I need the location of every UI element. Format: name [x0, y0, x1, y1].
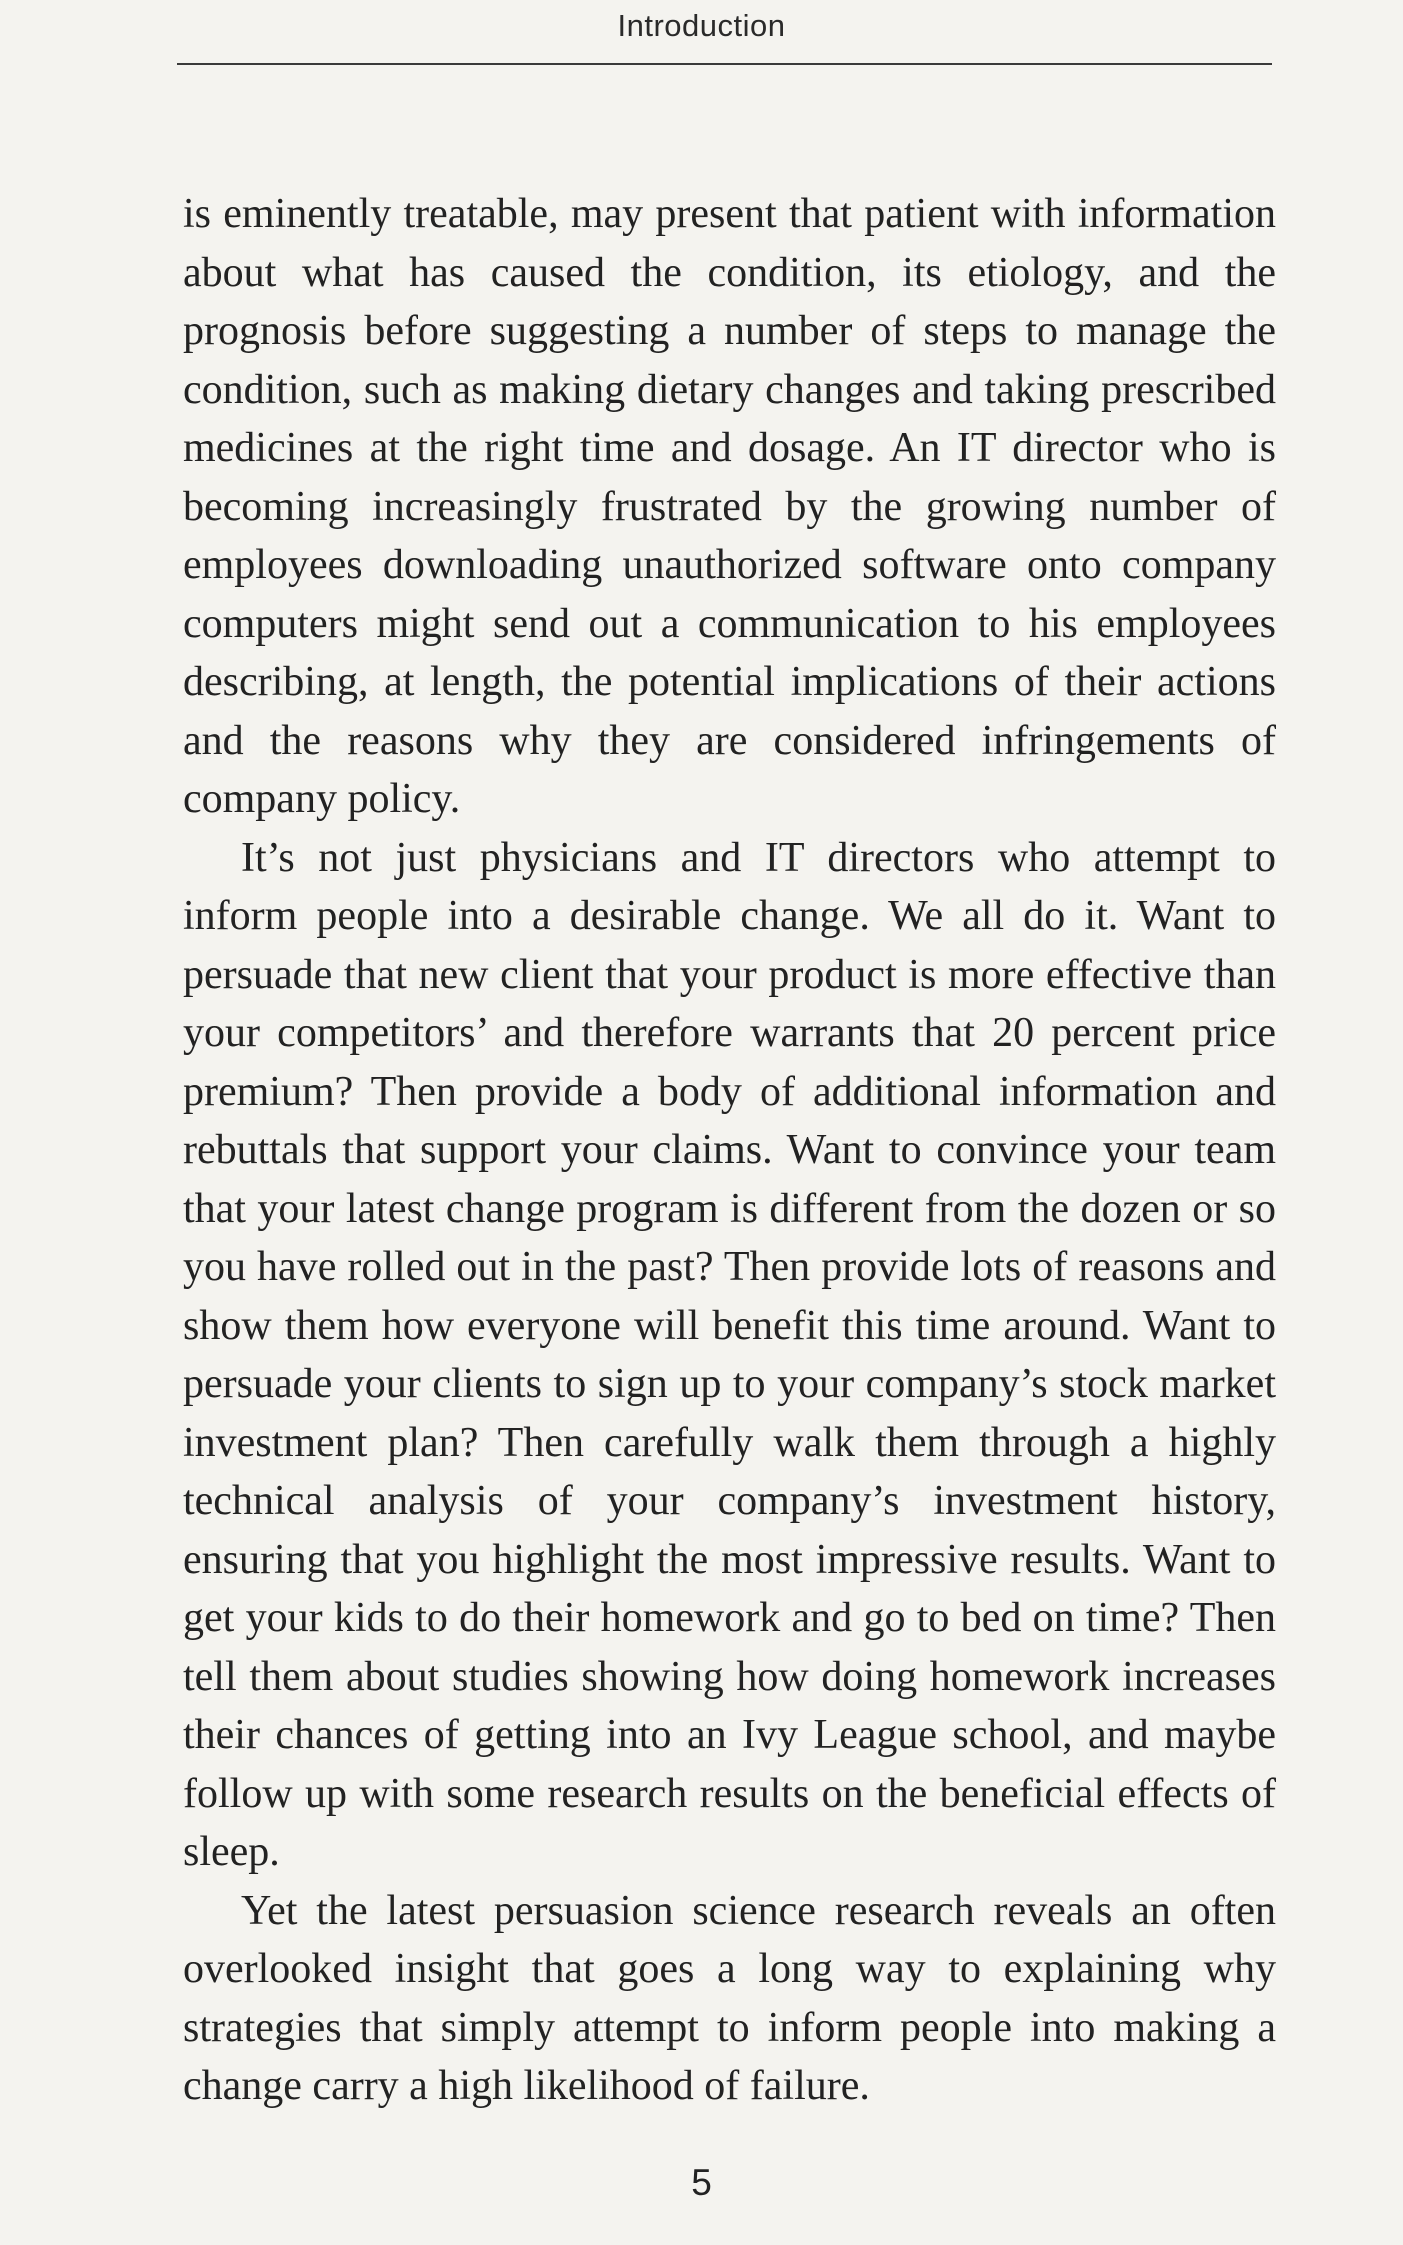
- paragraph: Yet the latest persuasion science research reveals an often overlooked insight that goes a long way to explaining why strategies that simply attempt to inform people into making a change carry a high likelihood of failure.: [183, 1887, 1276, 2109]
- body-text: [183, 185, 1276, 2116]
- header-rule: [177, 63, 1272, 65]
- paragraph: It’s not just physicians and IT directors who attempt to inform people into a desirable change. We all do it. Want to persuade that new client that your product is more effective than your competitors’ and therefore warrants that 20 percent price premium? Then provide a body of additional information and rebuttals that support your claims. Want to convince your team that your latest change program is different from the dozen or so you have rolled out in the past? Then provide lots of reasons and show them how everyone will benefit this time around. Want to persuade your clients to sign up to your company’s stock market investment plan? Then carefully walk them through a highly technical analysis of your company’s investment history, ensuring that you highlight the most impressive results. Want to get your kids to do their homework and go to bed on time? Then tell them about studies showing how doing homework increases their chances of getting into an Ivy League school, and maybe follow up with some research results on the beneficial effects of sleep.: [183, 834, 1276, 1875]
- paragraph-continued: is eminently treatable, may present that patient with information about what has caused the condition, its etiology, and the prognosis before suggesting a number of steps to manage the condition, such as making dietary changes and taking prescribed medicines at the right time and dosage. An IT director who is becoming increasingly frustrated by the growing number of employees downloading unauthorized software onto company computers might send out a communication to his employees describing, at length, the potential implications of their actions and the reasons why they are considered infringements of company policy.: [183, 191, 1276, 822]
- page-number: 5: [691, 2162, 712, 2203]
- running-head: Introduction: [617, 8, 786, 43]
